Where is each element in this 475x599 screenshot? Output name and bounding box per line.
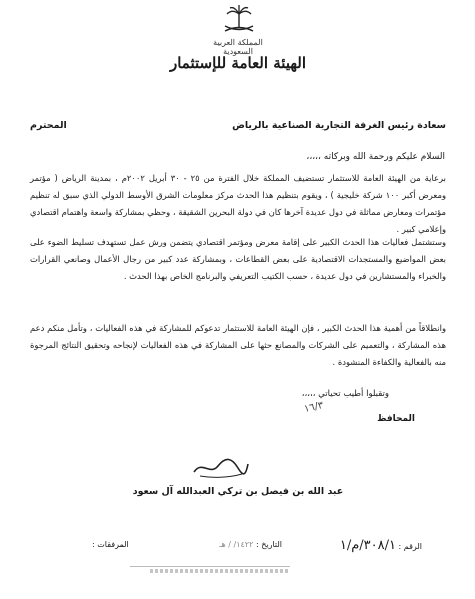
- governor-label: المحافظ: [377, 414, 415, 424]
- reference-number: [340, 538, 422, 553]
- addressee-title: المحترم: [30, 120, 67, 131]
- kingdom-name: المملكة العربية السعودية: [213, 38, 263, 56]
- reference-date: [219, 540, 282, 549]
- footer-address-strip: [150, 569, 290, 573]
- handwritten-note: ١٦/٣: [303, 400, 325, 415]
- reference-date-value: ١٤٢٢/ / هـ: [219, 540, 254, 549]
- addressee-row: [30, 120, 446, 136]
- paragraph-2: وستشتمل فعاليات هذا الحدث الكبير على إقامة معرض ومؤتمر اقتصادي يتضمن ورش عمل تستهدف تسليط الضوء على بعض المواضيع والمستجدات الاقتصادية على بعض القطاعات ، وبمشاركة عدد كبير من رجال الأعمال وصانعي القرارات والخبراء والمستشارين في دول عديدة ، حسب الكتيب التعريفي والبرنامج الخاص بهذا الحدث .: [30, 237, 446, 281]
- greeting: السلام عليكم ورحمة الله وبركاته ،،،،،: [306, 152, 445, 162]
- authority-name: الهيئة العامة للإستثمار: [169, 54, 307, 72]
- addressee-name: سعادة رئيس الغرفة التجارية الصناعية بالرياض: [232, 120, 446, 131]
- reference-date-label: التاريخ :: [255, 540, 282, 549]
- reference-number-value: ٣٠٨/١/م/١: [339, 538, 396, 553]
- paragraph-3: وانطلاقاً من أهمية هذا الحدث الكبير ، فإن الهيئة العامة للاستثمار تدعوكم للمشاركة في هذه الفعاليات ، وتأمل منكم دعم هذه المشاركة ، والتعميم على الشركات والمصانع حثها على المشاركة في هذه الفعاليات لإنجاحه وتحقيق النتائج المرجوة منه بالفعالية والكفاءة المنشودة .: [30, 323, 446, 367]
- closing-line: وتقبلوا أطيب تحياتي ،،،،،: [301, 389, 389, 399]
- reference-number-label: الرقم :: [398, 542, 422, 551]
- signature-icon: [188, 452, 252, 482]
- signatory-name: عبد الله بن فيصل بن تركي العبدالله آل سعود: [132, 486, 344, 497]
- footer-divider: [130, 566, 290, 567]
- palm-and-swords-emblem-icon: [222, 4, 256, 36]
- attachments: [92, 540, 129, 549]
- attachments-label: المرفقات :: [92, 540, 129, 549]
- reference-row: [92, 540, 422, 558]
- paragraph-1: برعاية من الهيئة العامة للاستثمار تستضيف المملكة خلال الفترة من ٢٥ - ٣٠ أبريل ٢٠٠٢م ، بمدينة الرياض ( مؤتمر ومعرض أكبر ١٠٠ شركة خليجية ) ، ويقوم بتنظيم هذا الحدث مركز معلومات الشرق الأوسط الدولي الذي سبق له تنظيم مؤتمرات ومعارض مماثلة في دول عديدة آخرها كان في دولة البحرين الشقيقة ، وحظي بمشاركة واسعة واهتمام اقتصادي وإعلامي كبير .: [29, 173, 447, 234]
